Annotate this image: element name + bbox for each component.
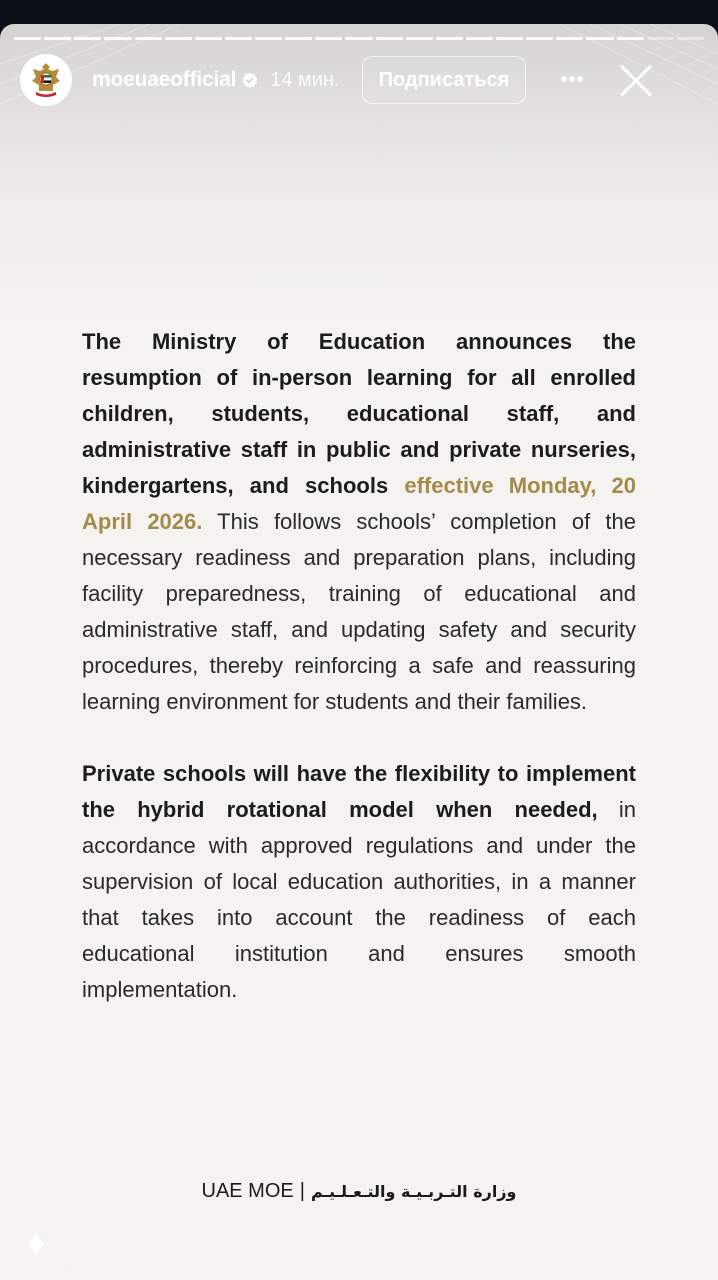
paragraph-1-bold: The Ministry of Education announces the resumption of in-person learning for all enrolled children, students, educational staff, and administrative staff in public and private nurseries, kindergartens, and schools xyxy=(82,329,636,498)
progress-segment xyxy=(617,37,644,40)
brand-separator: | xyxy=(299,1180,305,1202)
username[interactable]: moeuaeofficial xyxy=(92,68,237,91)
progress-segment xyxy=(526,37,553,40)
brand-arabic: وزارة التـربـيـة والتـعـلـيـم xyxy=(310,1182,517,1201)
progress-segment xyxy=(195,37,222,40)
progress-segment xyxy=(255,37,282,40)
progress-segment xyxy=(677,37,704,40)
progress-segment xyxy=(44,37,71,40)
progress-segment xyxy=(315,37,342,40)
more-icon[interactable]: ••• xyxy=(560,68,585,91)
progress-segment xyxy=(496,37,523,40)
progress-segment xyxy=(466,37,493,40)
brand-english: UAE MOE xyxy=(201,1180,294,1202)
progress-segment xyxy=(436,37,463,40)
uae-emblem-icon xyxy=(29,61,63,99)
progress-segment xyxy=(135,37,162,40)
post-time: 14 мин. xyxy=(270,68,340,91)
close-icon[interactable] xyxy=(618,63,652,97)
effective-date: effective Monday, 20 April 2026. xyxy=(82,473,636,534)
follow-button[interactable]: Подписаться xyxy=(362,56,527,104)
verified-badge-icon xyxy=(242,72,258,88)
progress-segment xyxy=(586,37,613,40)
progress-segment xyxy=(165,37,192,40)
story-header xyxy=(20,53,706,107)
progress-segment xyxy=(225,37,252,40)
progress-segment xyxy=(376,37,403,40)
paragraph-2-bold: Private schools will have the flexibility to implement the hybrid rotational model when needed, xyxy=(82,761,636,822)
progress-segment xyxy=(14,37,41,40)
paragraph-2-regular: in accordance with approved regulations and under the supervision of local education authorities, in a manner that takes into account the readiness of each educational institution and ensures smooth implementation. xyxy=(82,797,636,1002)
progress-segment xyxy=(285,37,312,40)
progress-segment xyxy=(345,37,372,40)
paragraph-2 xyxy=(82,756,636,1008)
story-card[interactable] xyxy=(0,24,718,1280)
paragraph-1-regular: This follows schools’ completion of the necessary readiness and preparation plans, including facility preparedness, training of educational and administrative staff, and updating safety and security procedures, thereby reinforcing a safe and reassuring learning environment for students and their families. xyxy=(82,509,636,714)
progress-segment xyxy=(556,37,583,40)
ministry-logo xyxy=(0,1180,718,1203)
sparkle-icon xyxy=(28,1233,44,1255)
paragraph-1 xyxy=(82,324,636,720)
avatar[interactable] xyxy=(20,54,72,106)
announcement-text xyxy=(82,324,636,1008)
story-progress-bar xyxy=(14,37,704,40)
progress-segment xyxy=(104,37,131,40)
progress-segment xyxy=(406,37,433,40)
progress-segment xyxy=(74,37,101,40)
progress-segment xyxy=(647,37,674,40)
